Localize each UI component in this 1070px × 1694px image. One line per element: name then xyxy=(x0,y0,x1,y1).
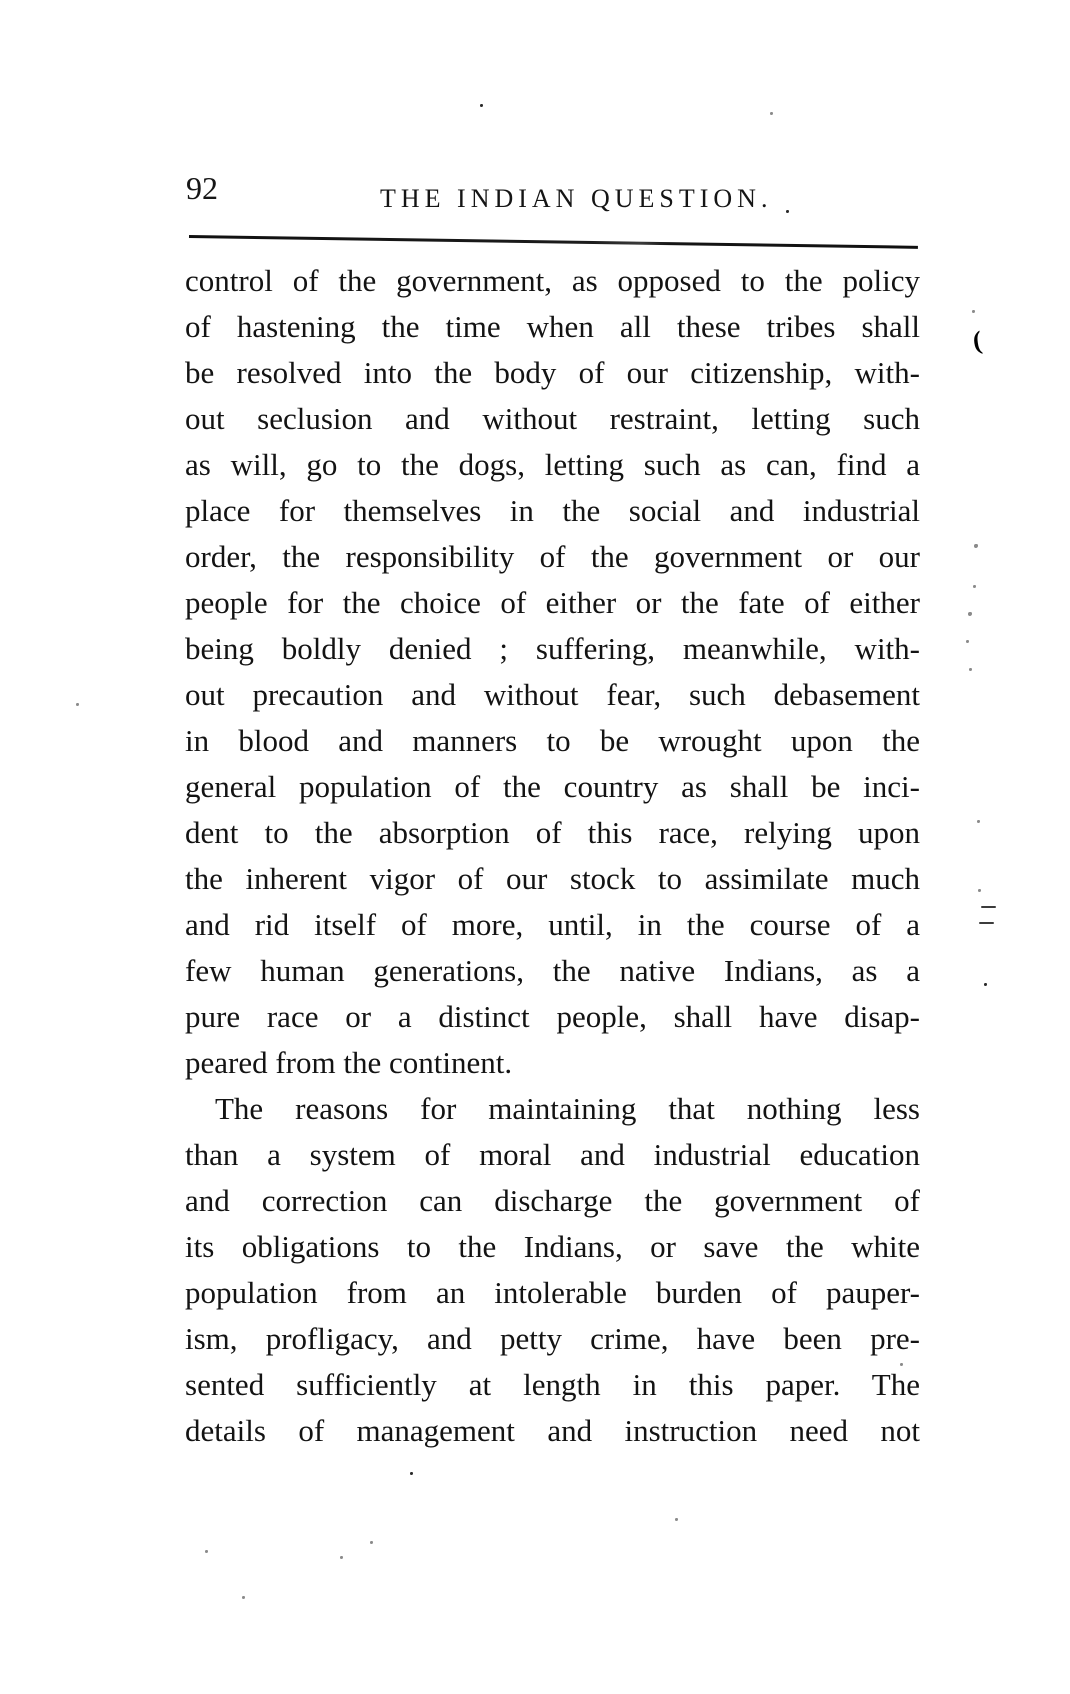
text-line: details of management and instruction need not xyxy=(185,1413,920,1448)
text-line: and rid itself of more, until, in the course of a xyxy=(185,907,920,942)
text-line: be resolved into the body of our citizenship, with- xyxy=(185,355,920,390)
speck-artifact xyxy=(370,1541,373,1544)
speck-artifact xyxy=(978,889,981,892)
speck-artifact xyxy=(410,1472,413,1475)
speck-artifact xyxy=(966,640,969,643)
text-line: its obligations to the Indians, or save the white xyxy=(185,1229,920,1264)
text-line: order, the responsibility of the government or our xyxy=(185,539,920,574)
speck-artifact xyxy=(340,1556,343,1559)
speck-artifact xyxy=(977,820,980,823)
dash-artifact xyxy=(979,922,994,924)
text-line: population from an intolerable burden of pauper- xyxy=(185,1275,920,1310)
running-title: THE INDIAN QUESTION. xyxy=(380,184,773,213)
text-line: the inherent vigor of our stock to assimilate much xyxy=(185,861,920,896)
ink-blot-artifact: ( xyxy=(970,325,984,356)
text-line: than a system of moral and industrial education xyxy=(185,1137,920,1172)
paragraph xyxy=(185,258,920,1086)
text-line: out precaution and without fear, such debasement xyxy=(185,677,920,712)
body-text xyxy=(185,258,920,1454)
text-line: The reasons for maintaining that nothing less xyxy=(215,1091,920,1126)
speck-artifact xyxy=(76,703,79,706)
speck-artifact xyxy=(786,210,789,213)
speck-artifact xyxy=(969,668,972,671)
text-line: sented sufficiently at length in this paper. The xyxy=(185,1367,920,1402)
speck-artifact xyxy=(984,983,987,986)
text-line: out seclusion and without restraint, letting such xyxy=(185,401,920,436)
text-line: peared from the continent. xyxy=(185,1045,513,1080)
speck-artifact xyxy=(974,544,978,548)
text-line: general population of the country as shall be inci- xyxy=(185,769,920,804)
speck-artifact xyxy=(972,310,975,313)
speck-artifact xyxy=(973,585,976,588)
text-line: dent to the absorption of this race, relying upon xyxy=(185,815,920,850)
text-line: in blood and manners to be wrought upon the xyxy=(185,723,920,758)
text-line: as will, go to the dogs, letting such as can, find a xyxy=(185,447,920,482)
speck-artifact xyxy=(675,1518,678,1521)
speck-artifact xyxy=(480,104,483,107)
text-line: control of the government, as opposed to the policy xyxy=(185,263,920,298)
speck-artifact xyxy=(205,1550,208,1553)
text-line: and correction can discharge the government of xyxy=(185,1183,920,1218)
speck-artifact xyxy=(770,112,773,115)
text-line: being boldly denied ; suffering, meanwhile, with- xyxy=(185,631,920,666)
dash-artifact xyxy=(981,906,996,908)
text-line: place for themselves in the social and industrial xyxy=(185,493,920,528)
paragraph xyxy=(185,1086,920,1454)
speck-artifact xyxy=(242,1596,245,1599)
header-rule xyxy=(189,235,918,249)
page-number: 92 xyxy=(186,170,218,206)
text-line: of hastening the time when all these tribes shall xyxy=(185,309,920,344)
text-line: people for the choice of either or the fate of either xyxy=(185,585,920,620)
text-line: few human generations, the native Indians, as a xyxy=(185,953,920,988)
text-line: ism, profligacy, and petty crime, have been pre- xyxy=(185,1321,920,1356)
speck-artifact xyxy=(968,612,972,616)
text-line: pure race or a distinct people, shall have disap- xyxy=(185,999,920,1034)
